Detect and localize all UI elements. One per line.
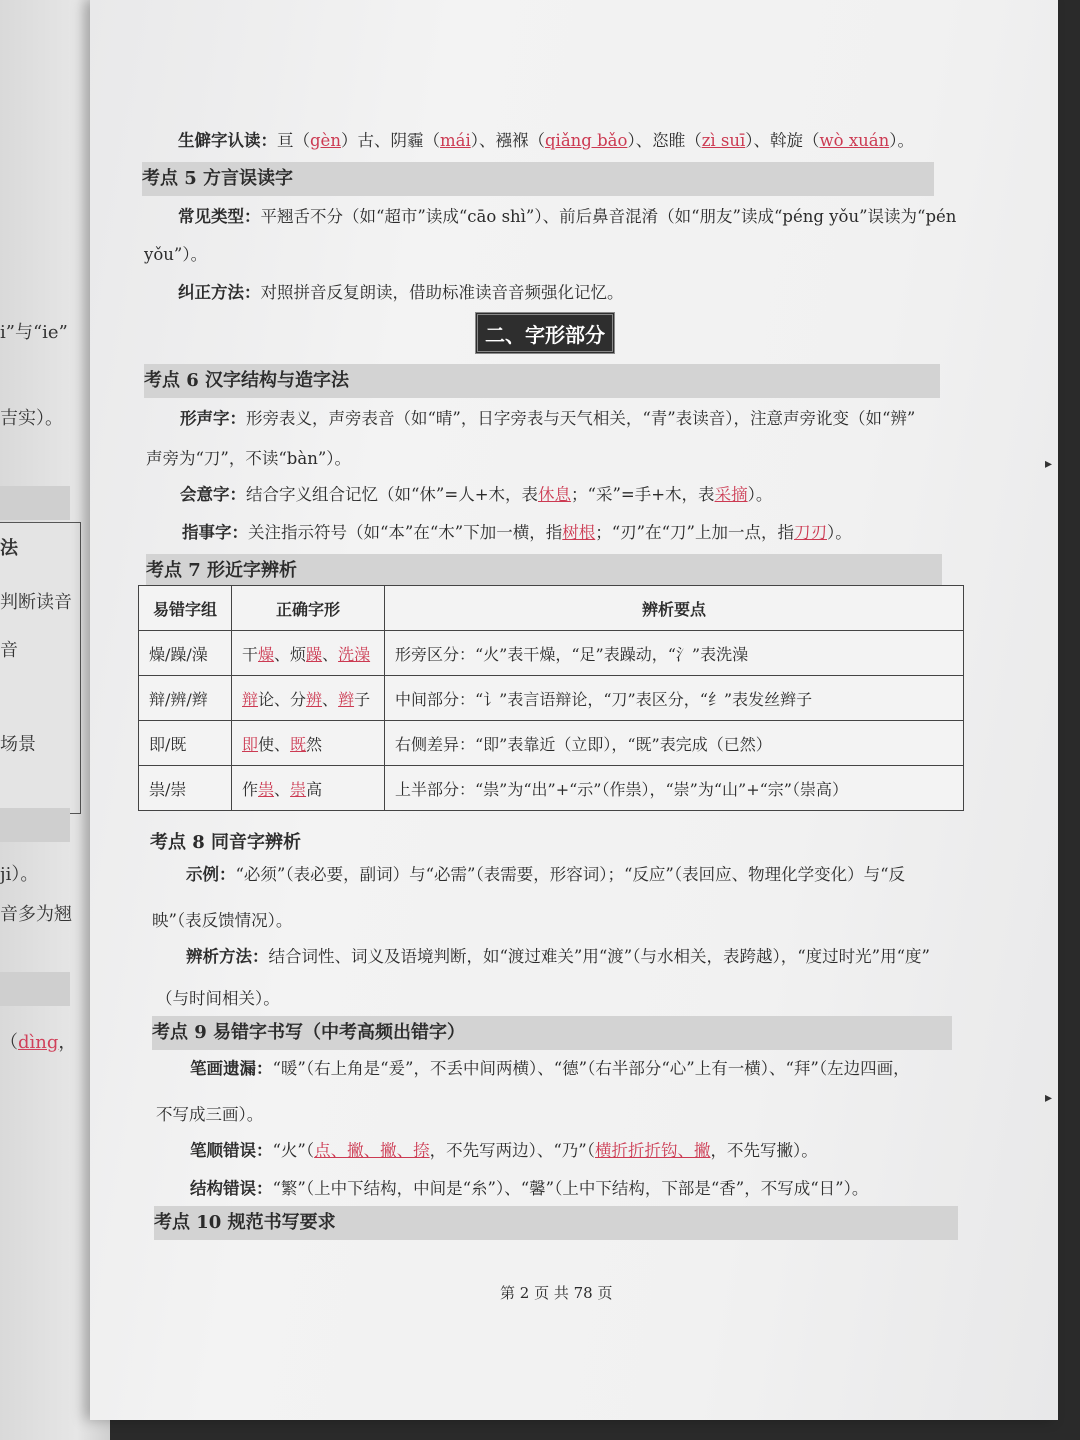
kd6-zhishi-line	[182, 522, 852, 544]
document-page	[90, 0, 1058, 1420]
back-page-fragment: i”与“ie”	[0, 322, 68, 343]
margin-arrow-icon: ▸	[1044, 1090, 1052, 1106]
huiyi-label: 会意字：	[180, 485, 246, 504]
text-run: 高	[306, 779, 323, 799]
kd5-type-line-cont: yǒu”）。	[144, 245, 208, 264]
table-row	[139, 766, 964, 811]
correct-cell	[232, 631, 385, 676]
text-run: 作	[242, 779, 259, 799]
correct-cell	[232, 676, 385, 721]
text-run: ）古、阴霾（	[340, 131, 440, 150]
table-row	[139, 676, 964, 721]
text-run: 干	[242, 644, 259, 664]
text-run: 论、分	[258, 689, 307, 709]
text-run: ；“刃”在“刀”上加一点，指	[595, 523, 794, 542]
kd6-huiyi-line	[180, 484, 772, 506]
example-label: 示例：	[186, 865, 236, 884]
highlight-word: 采摘	[714, 485, 748, 504]
kd9-stroke-missing-line-cont: 不写成三画）。	[156, 1105, 264, 1124]
group-cell: 辩/辨/辫	[139, 676, 232, 721]
similar-chars-table	[138, 585, 964, 811]
back-page-fragment: 判断读音	[0, 592, 72, 613]
back-page-header-band	[0, 808, 70, 842]
type-label: 常见类型：	[178, 207, 261, 226]
text-run: ）、斡旋（	[745, 131, 820, 150]
text-run: ）、襁褓（	[470, 131, 545, 150]
fix-label: 纠正方法：	[178, 283, 261, 302]
highlight-word: 即	[242, 734, 259, 754]
kd8-example-line	[186, 864, 905, 886]
highlight-word: 辫	[338, 689, 355, 709]
highlight-word: 既	[290, 734, 307, 754]
highlight-word: 躁	[306, 644, 323, 664]
text-run: 、	[322, 644, 339, 664]
highlight-word: 辨	[306, 689, 323, 709]
back-page-fragment: ji）。	[0, 864, 39, 885]
pinyin-highlight: gèn	[310, 131, 341, 150]
structure-label: 结构错误：	[190, 1179, 273, 1198]
highlight-word: 辩	[242, 689, 259, 709]
kd9-stroke-order-line	[190, 1140, 818, 1162]
text-run: 使、	[258, 734, 291, 754]
xingsheng-text: 形旁表义，声旁表音（如“晴”，日字旁表与天气相关，“青”表读音），注意声旁讹变（如“辨”	[246, 409, 916, 428]
table-header-cell: 正确字形	[232, 586, 385, 631]
text-run: ）。	[747, 485, 773, 504]
back-page-fragment: 法	[0, 538, 18, 559]
note-cell: 形旁区分：“火”表干燥，“足”表躁动，“氵”表洗澡	[385, 631, 964, 676]
highlight-word: 点、撇、撇、捺	[314, 1141, 430, 1160]
text-run: ）。	[889, 131, 914, 150]
method-text: 结合词性、词义及语境判断，如“渡过难关”用“渡”（与水相关，表跨越），“度过时光”用“度”	[268, 947, 930, 966]
zhishi-label: 指事字：	[182, 523, 248, 542]
fix-text: 对照拼音反复朗读，借助标准读音音频强化记忆。	[260, 283, 624, 302]
text-run: 然	[306, 734, 323, 754]
group-cell: 祟/崇	[139, 766, 232, 811]
example-text: “必须”（表必要，副词）与“必需”（表需要，形容词）；“反应”（表回应、物理化学变化）与“反	[235, 865, 906, 884]
table-row	[139, 631, 964, 676]
section-header-kd5: 考点 5 方言误读字	[142, 162, 934, 196]
correct-cell	[232, 721, 385, 766]
back-page-fragment: 音	[0, 640, 18, 661]
back-page-table	[0, 522, 81, 814]
text-run: ，不先写撇）。	[710, 1141, 818, 1160]
type-text: 平翘舌不分（如“超市”读成“cāo shì”）、前后鼻音混淆（如“朋友”读成“péng yǒu”误读为“pén	[260, 207, 957, 226]
back-page-fragment: 吉实）。	[0, 408, 63, 429]
kd6-xingsheng-line	[180, 408, 915, 430]
section-header-kd8: 考点 8 同音字辨析	[150, 832, 302, 853]
highlight-word: 树根	[562, 523, 596, 542]
back-page-header-band	[0, 972, 70, 1006]
rare-chars-line	[178, 130, 914, 152]
back-page-fragment: 音多为翘	[0, 904, 72, 925]
back-page-fragment: 场景	[0, 734, 36, 755]
section-header-kd10: 考点 10 规范书写要求	[154, 1206, 958, 1240]
kd6-xingsheng-line-cont: 声旁为“刀”，不读“bàn”）。	[146, 449, 352, 468]
text-run: 结合字义组合记忆（如“休”=人+木，表	[246, 485, 539, 504]
note-cell: 右侧差异：“即”表靠近（立即），“既”表完成（已然）	[385, 721, 964, 766]
text-run: “火”（	[272, 1141, 315, 1160]
margin-arrow-icon: ▸	[1044, 456, 1052, 472]
back-page-header-band	[0, 486, 70, 520]
table-row	[139, 721, 964, 766]
group-cell: 燥/躁/澡	[139, 631, 232, 676]
pinyin-highlight: mái	[439, 131, 471, 150]
text-run: 亘（	[277, 131, 310, 150]
stroke-order-label: 笔顺错误：	[190, 1141, 273, 1160]
stroke-missing-text: “暖”（右上角是“爰”，不丢中间两横）、“德”（右半部分“心”上有一横）、“拜”（左边四画，	[272, 1059, 910, 1078]
highlight-word: 洗澡	[338, 644, 371, 664]
pinyin-highlight: zì suī	[701, 131, 746, 150]
pinyin-highlight: wò xuán	[819, 131, 890, 150]
page-number: 第 2 页 共 78 页	[500, 1284, 613, 1302]
text-run: 、	[274, 779, 291, 799]
text-run: ，不先写两边）、“乃”（	[429, 1141, 595, 1160]
text-run: ）、恣睢（	[627, 131, 702, 150]
kd5-fix-line	[178, 282, 624, 304]
text-run: 关注指示符号（如“本”在“木”下加一横，指	[248, 523, 563, 542]
back-page-fragment: （dìng，	[0, 1032, 77, 1053]
text-run: ；“采”=手+木，表	[571, 485, 715, 504]
kd9-structure-line	[190, 1178, 868, 1200]
xingsheng-label: 形声字：	[180, 409, 246, 428]
structure-text: “繁”（上中下结构，中间是“糸”）、“馨”（上中下结构，下部是“香”，不写成“日”）。	[272, 1179, 869, 1198]
highlight-word: 刀刃	[794, 523, 827, 542]
pinyin-highlight: qiǎng bǎo	[544, 131, 628, 150]
highlight-word: 祟	[258, 779, 275, 799]
method-label: 辨析方法：	[186, 947, 269, 966]
note-cell: 上半部分：“祟”为“出”+“示”（作祟），“崇”为“山”+“宗”（崇高）	[385, 766, 964, 811]
section-header-kd7: 考点 7 形近字辨析	[146, 554, 942, 588]
text-run: ）。	[827, 523, 852, 542]
highlight-word: 燥	[258, 644, 275, 664]
section-title-glyph: 二、字形部分	[475, 312, 615, 354]
kd8-example-line-cont: 映”（表反馈情况）。	[152, 911, 293, 930]
correct-cell	[232, 766, 385, 811]
kd8-method-line-cont: （与时间相关）。	[156, 989, 280, 1008]
kd8-method-line	[186, 946, 930, 968]
group-cell: 即/既	[139, 721, 232, 766]
kd5-type-line	[178, 206, 956, 228]
stroke-missing-label: 笔画遗漏：	[190, 1059, 273, 1078]
note-cell: 中间部分：“讠”表言语辩论，“刀”表区分，“纟”表发丝辫子	[385, 676, 964, 721]
section-header-kd6: 考点 6 汉字结构与造字法	[144, 364, 940, 398]
section-header-kd9: 考点 9 易错字书写（中考高频出错字）	[152, 1016, 952, 1050]
highlight-word: 崇	[290, 779, 307, 799]
rare-chars-label: 生僻字认读：	[178, 131, 277, 150]
table-header-row	[139, 586, 964, 631]
kd9-stroke-missing-line	[190, 1058, 910, 1080]
text-run: 子	[354, 689, 371, 709]
highlight-word: 横折折折钩、撇	[595, 1141, 711, 1160]
highlight-word: 休息	[538, 485, 572, 504]
table-header-cell: 易错字组	[139, 586, 232, 631]
table-header-cell: 辨析要点	[385, 586, 964, 631]
text-run: 、烦	[274, 644, 307, 664]
text-run: 、	[322, 689, 339, 709]
